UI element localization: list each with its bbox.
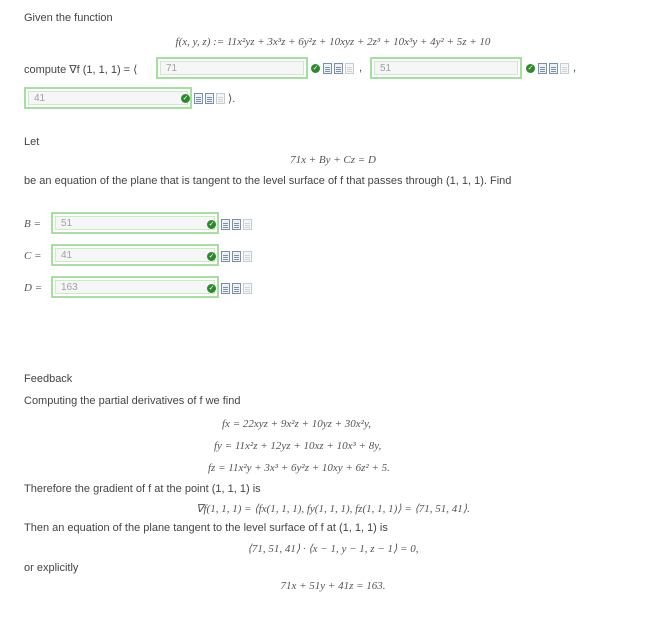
fx-equation: fx = 22xyz + 9x²z + 10yz + 30x²y, — [222, 418, 372, 430]
plane-equation: 71x + By + Cz = D — [290, 154, 376, 166]
gradient-y-field[interactable] — [370, 57, 522, 79]
gradient-z-input[interactable]: 41 — [28, 91, 188, 105]
close-bracket: ⟩. — [228, 93, 236, 105]
document-icon[interactable] — [560, 63, 569, 74]
document-icon[interactable] — [221, 219, 230, 230]
separator: , — [573, 62, 577, 74]
c-label: C = — [24, 250, 42, 262]
c-field[interactable] — [51, 244, 219, 266]
check-icon: ✓ — [208, 285, 215, 292]
document-icon[interactable] — [232, 251, 241, 262]
let-label: Let — [24, 136, 40, 148]
c-input[interactable]: 41 — [55, 248, 215, 262]
document-icon[interactable] — [221, 251, 230, 262]
document-icon[interactable] — [323, 63, 332, 74]
compute-prefix: compute ∇f (1, 1, 1) = ⟨ — [24, 64, 138, 76]
plane-description: be an equation of the plane that is tangent to the level surface of f that passes through (1, 1, 1). Find — [24, 175, 512, 187]
gradient-y-input[interactable]: 51 — [374, 61, 518, 75]
b-field[interactable] — [51, 212, 219, 234]
d-input[interactable]: 163 — [55, 280, 215, 294]
function-formula: f(x, y, z) := 11x²yz + 3x³z + 6y²z + 10xyz + 2z³ + 10x³y + 4y² + 5z + 10 — [175, 36, 491, 48]
partials-intro: Computing the partial derivatives of f we find — [24, 395, 241, 407]
document-icon[interactable] — [345, 63, 354, 74]
document-icon[interactable] — [221, 283, 230, 294]
d-label: D = — [24, 282, 43, 294]
check-icon: ✓ — [527, 65, 534, 72]
fy-equation: fy = 11x²z + 12yz + 10xz + 10x³ + 8y, — [214, 440, 382, 452]
document-icon[interactable] — [243, 251, 252, 262]
document-icon[interactable] — [216, 93, 225, 104]
separator: , — [359, 62, 363, 74]
document-icon[interactable] — [243, 219, 252, 230]
document-icon[interactable] — [232, 283, 241, 294]
gradient-x-input[interactable]: 71 — [160, 61, 304, 75]
b-input[interactable]: 51 — [55, 216, 215, 230]
gradient-x-field[interactable] — [156, 57, 308, 79]
document-icon[interactable] — [243, 283, 252, 294]
check-icon: ✓ — [208, 253, 215, 260]
gradient-z-field[interactable] — [24, 87, 192, 109]
document-icon[interactable] — [205, 93, 214, 104]
fz-equation: fz = 11x²y + 3x³ + 6y²z + 10xy + 6z² + 5. — [208, 462, 390, 474]
document-icon[interactable] — [549, 63, 558, 74]
b-label: B = — [24, 218, 41, 230]
check-icon: ✓ — [182, 95, 189, 102]
document-icon[interactable] — [232, 219, 241, 230]
explicit-intro: or explicitly — [24, 562, 79, 574]
document-icon[interactable] — [194, 93, 203, 104]
plane-dot-equation: ⟨71, 51, 41⟩ · ⟨x − 1, y − 1, z − 1⟩ = 0, — [247, 543, 419, 555]
explicit-equation: 71x + 51y + 41z = 163. — [280, 580, 386, 592]
document-icon[interactable] — [538, 63, 547, 74]
plane-intro: Then an equation of the plane tangent to the level surface of f at (1, 1, 1) is — [24, 522, 388, 534]
check-icon: ✓ — [312, 65, 319, 72]
intro-given: Given the function — [24, 12, 113, 24]
feedback-title: Feedback — [24, 373, 73, 385]
gradient-equation: ∇f(1, 1, 1) = ⟨fx(1, 1, 1), fy(1, 1, 1), fz(1, 1, 1)⟩ = ⟨71, 51, 41⟩. — [196, 503, 470, 515]
check-icon: ✓ — [208, 221, 215, 228]
document-icon[interactable] — [334, 63, 343, 74]
gradient-intro: Therefore the gradient of f at the point (1, 1, 1) is — [24, 483, 261, 495]
d-field[interactable] — [51, 276, 219, 298]
